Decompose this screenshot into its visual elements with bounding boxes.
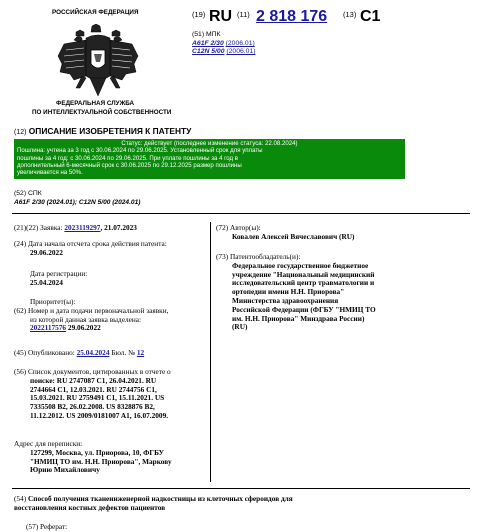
- owner-line: Российской Федерации (ФГБУ "НМИЦ ТО: [232, 304, 376, 314]
- invention-title-line: восстановления костных дефектов пациентов: [14, 502, 166, 512]
- published-label: Опубликовано:: [28, 348, 75, 357]
- owner-block: [216, 253, 466, 332]
- p62-code: (62): [14, 305, 27, 315]
- status-line: увеличивается на 50%.: [17, 169, 83, 177]
- ipc-label: (51) МПК: [192, 31, 221, 38]
- country-name: РОССИЙСКАЯ ФЕДЕРАЦИЯ: [52, 9, 139, 16]
- application-block: [14, 224, 206, 233]
- application-date: , 21.07.2023: [100, 223, 137, 232]
- address-block: [14, 440, 208, 475]
- registration-value: 25.04.2024: [30, 277, 63, 287]
- ipc-code-link[interactable]: C12N 5/00: [192, 48, 225, 56]
- abstract-code: (57): [26, 522, 39, 531]
- doc-title-code: (12): [14, 129, 27, 136]
- authors-code: (72): [216, 223, 229, 232]
- parent-application-link[interactable]: 2022117576: [30, 323, 67, 333]
- bulletin-number-link[interactable]: 12: [136, 348, 145, 357]
- p62-label: Номер и дата подачи первоначальной заявки,: [28, 305, 169, 315]
- cited-line: 15.03.2021. RU 2759491 C1, 15.11.2021. US: [30, 393, 165, 403]
- published-date-link[interactable]: 25.04.2024: [76, 348, 110, 357]
- term-start-code: (24): [14, 239, 27, 248]
- published-code: (45): [14, 348, 27, 357]
- ipc-code-link[interactable]: A61F 2/30: [192, 40, 224, 47]
- cited-documents-block: [14, 368, 208, 421]
- code-11: (11): [237, 10, 250, 19]
- ipc-version[interactable]: (2006.01): [226, 48, 256, 56]
- cited-line: 11.12.2012. US 2009/0181007 A1, 16.07.2009.: [30, 410, 169, 420]
- owner-line: ортопедии имени Н.Н. Приорова": [232, 287, 345, 297]
- parent-application-date: 29.06.2022: [66, 323, 101, 333]
- status-line: Статус: действует (последнее изменение статуса: 22.08.2024): [121, 140, 298, 147]
- ipc-entry: [192, 40, 256, 57]
- owner-line: Министерства здравоохранения: [232, 295, 339, 305]
- term-start-block: [14, 240, 206, 258]
- patent-number-link[interactable]: 2 818 176: [256, 8, 328, 25]
- owner-label: Патентообладатель(и):: [230, 252, 301, 261]
- authors-block: [216, 224, 466, 242]
- owner-line: им. Н.Н. Приорова" Минздрава России): [232, 313, 365, 323]
- abstract-label: Реферат:: [40, 522, 68, 531]
- owner-line: учреждение "Национальный медицинский: [232, 269, 375, 279]
- priority-label: Приоритет(ы):: [30, 297, 76, 306]
- application-label: (21)(22) Заявка:: [14, 223, 63, 232]
- owner-line: Федеральное государственное бюджетное: [232, 260, 369, 270]
- authors-value: Ковалев Алексей Вячеславович (RU): [232, 231, 355, 241]
- divider: [12, 488, 470, 489]
- kind-code: C1: [360, 8, 381, 25]
- cited-code: (56): [14, 367, 27, 376]
- p62-label: из которой данная заявка выделена:: [30, 314, 142, 324]
- authors-label: Автор(ы):: [230, 223, 261, 232]
- address-line: Юрию Михайловичу: [30, 465, 100, 475]
- published-block: [14, 349, 206, 358]
- cited-line: 2744664 C1, 12.03.2021. RU 2744756 C1,: [30, 384, 157, 394]
- address-line: 127299, Москва, ул. Приорова, 10, ФГБУ: [30, 447, 164, 457]
- invention-title-line: Способ получения тканеинженерной надкостницы из клеточных сфероидов для: [28, 494, 293, 503]
- doc-title-text: ОПИСАНИЕ ИЗОБРЕТЕНИЯ К ПАТЕНТУ: [28, 126, 192, 136]
- cited-line: Список документов, цитированных в отчете о: [28, 367, 171, 376]
- owner-line: (RU): [232, 322, 248, 332]
- cited-line: 7335508 B2, 26.02.2008. US 8328876 B2,: [30, 402, 155, 412]
- cpc-label: (52) СПК: [14, 190, 42, 197]
- term-start-label: Дата начала отсчета срока действия патента:: [28, 239, 167, 248]
- invention-code: (54): [14, 494, 27, 503]
- cited-line: поиске: RU 2747087 C1, 26.04.2021. RU: [30, 375, 157, 385]
- status-line: Пошлина: учтена за 3 год с 30.06.2024 по 29.06.2025. Установленный срок для уплаты: [17, 147, 263, 155]
- abstract-heading: [26, 523, 226, 532]
- status-box: [14, 139, 405, 179]
- owner-line: исследовательский центр травматологии и: [232, 278, 375, 288]
- cpc-line: A61F 2/30 (2024.01); C12N 5/00 (2024.01): [14, 199, 141, 206]
- code-19: (19): [192, 10, 206, 19]
- registration-label: Дата регистрации:: [30, 269, 88, 278]
- coat-of-arms-emblem: [56, 24, 140, 98]
- priority-block: [14, 298, 206, 333]
- address-line: "НМИЦ ТО им. Н.Н. Приорова", Маркову: [30, 456, 172, 466]
- code-13: (13): [343, 10, 357, 19]
- agency-name-line1: ФЕДЕРАЛЬНАЯ СЛУЖБА: [56, 100, 135, 107]
- application-number-link[interactable]: 2023119297: [64, 223, 101, 232]
- status-line: дополнительный 6-месячный срок с 30.06.2025 по 29.12.2025 размер пошлины: [17, 161, 242, 169]
- bulletin-label: Бюл. №: [109, 348, 136, 357]
- country-code: RU: [209, 8, 233, 25]
- registration-block: [14, 270, 206, 288]
- owner-code: (73): [216, 252, 229, 261]
- ipc-version[interactable]: (2006.01): [225, 40, 255, 47]
- column-divider: [210, 222, 211, 482]
- doc-title: [14, 126, 191, 136]
- divider: [12, 213, 470, 214]
- agency-name-line2: ПО ИНТЕЛЛЕКТУАЛЬНОЙ СОБСТВЕННОСТИ: [32, 109, 172, 116]
- address-label: Адрес для переписки:: [14, 439, 83, 448]
- invention-title-block: [14, 495, 470, 513]
- status-line: пошлины за 4 год: с 30.06.2024 по 29.06.2025. При уплате пошлины за 4 год в: [17, 154, 239, 162]
- term-start-value: 29.06.2022: [30, 247, 63, 257]
